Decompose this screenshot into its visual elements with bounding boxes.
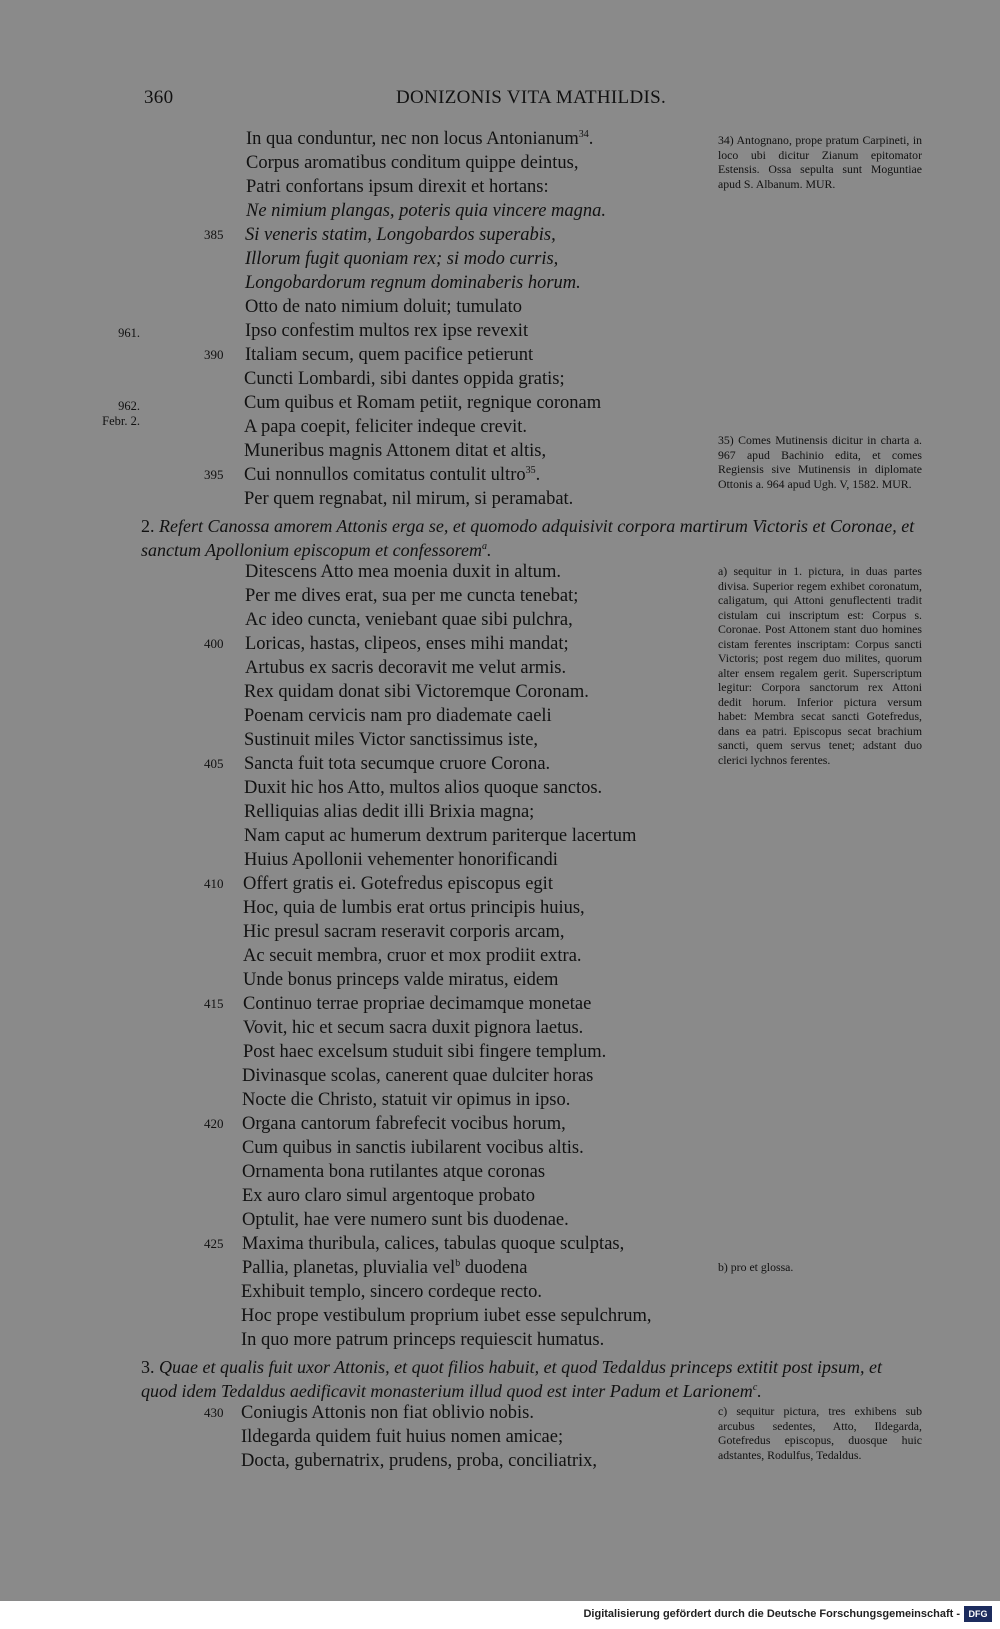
verse-line [245, 657, 566, 679]
verse-line [243, 921, 565, 943]
verse-tail: duodena [460, 1258, 528, 1278]
line-number: 410 [204, 876, 224, 891]
verse-line [245, 585, 578, 607]
running-title: DONIZONIS VITA MATHILDIS. [396, 87, 667, 108]
section-tail: . [757, 1381, 762, 1401]
note-marker: 35 [525, 464, 536, 476]
verse-text: Poenam cervicis nam pro diademate caeli [244, 706, 552, 726]
verse-line [243, 897, 585, 919]
verse-text: Rex quidam donat sibi Victoremque Coronam. [244, 682, 589, 702]
verse-line [245, 344, 533, 366]
verse-line [242, 1257, 528, 1279]
verse-text: Cui nonnullos comitatus contulit ultro [244, 465, 526, 485]
verse-line [246, 128, 593, 150]
verse-text: Hic presul sacram reseravit corporis arcam, [243, 922, 565, 942]
verse-line [244, 705, 552, 727]
verse-text: Docta, gubernatrix, prudens, proba, conciliatrix, [241, 1451, 598, 1471]
verse-text: Exhibuit templo, sincero cordeque recto. [241, 1282, 543, 1302]
margin-date: 962. [118, 399, 140, 413]
verse-line [243, 993, 591, 1015]
verse-line [245, 561, 561, 583]
line-number: 425 [204, 1236, 224, 1251]
margin-date: 961. [118, 326, 140, 340]
verse-text: Ex auro claro simul argentoque probato [242, 1186, 536, 1206]
verse-line [242, 1089, 570, 1111]
verse-text: Otto de nato nimium doluit; tumulato [245, 297, 522, 317]
verse-text: Ipso confestim multos rex ipse revexit [245, 321, 529, 341]
verse-text: Illorum fugit quoniam rex; si modo curris, [245, 249, 559, 269]
verse-text: Unde bonus princeps valde miratus, eidem [243, 970, 559, 990]
section-note-marker: c [752, 1382, 758, 1393]
verse-line [244, 753, 550, 775]
verse-line [242, 1065, 593, 1087]
verse-line [242, 1209, 569, 1231]
funding-credit: Digitalisierung gefördert durch die Deutsche Forschungsgemeinschaft - [583, 1608, 960, 1620]
verse-tail: . [588, 129, 594, 149]
verse-line [244, 368, 565, 390]
line-number: 395 [204, 467, 224, 482]
verse-text: Hoc prope vestibulum proprium iubet esse sepulchrum, [241, 1306, 652, 1326]
verse-line [241, 1305, 652, 1327]
verse-text: Corpus aromatibus conditum quippe deintus, [246, 153, 579, 173]
verse-line [243, 1017, 583, 1039]
footnote-b: b) pro et glossa. [718, 1260, 794, 1274]
verse-text: Post haec excelsum studuit sibi fingere templum. [243, 1042, 607, 1062]
verse-text: Ornamenta bona rutilantes atque coronas [242, 1162, 546, 1182]
verse-text: Artubus ex sacris decoravit me velut armis. [245, 658, 567, 678]
verse-line [242, 1113, 566, 1135]
line-number: 390 [204, 347, 224, 362]
verse-text: Per quem regnabat, nil mirum, si peramabat. [244, 489, 574, 509]
verse-text: Muneribus magnis Attonem ditat et altis, [244, 441, 547, 461]
verse-text: Nocte die Christo, statuit vir opimus in ipso. [242, 1090, 571, 1110]
page-number: 360 [144, 87, 174, 108]
verse-text: In qua conduntur, nec non locus Antonianum [246, 129, 579, 149]
verse-line [244, 488, 573, 510]
footnote-a: a) sequitur in 1. pictura, in duas partes divisa. Superior regem exhibet coronatum, caligatum, qui Attoni genuflectenti tradit cistulam cui inscriptum est: Corpus s. Coronae. Post Attonem stant duo homines cistam ferentes inscriptam: Corpus sancti Victoris; post regem duo milites, quorum alter ensem regalem gerit. Superscriptum legitur: Corpora sanctorum rex Attoni dedit horum. Inferior pictura versum habet: Membra secat sancti Gotefredus, dans ea patri. Episcopus secat brachium sancti, quem servus tenet; adstant duo clerici lychnos ferentes. [718, 564, 922, 767]
verse-line [241, 1450, 597, 1472]
verse-text: Huius Apollonii vehementer honorificandi [244, 850, 558, 870]
verse-line [242, 1137, 584, 1159]
verse-line [243, 969, 558, 991]
verse-text: Coniugis Attonis non fiat oblivio nobis. [241, 1403, 534, 1423]
line-number: 385 [204, 227, 224, 242]
verse-text: Ac ideo cuncta, veniebant quae sibi pulchra, [245, 610, 573, 630]
line-number: 420 [204, 1116, 224, 1131]
verse-line [244, 440, 546, 462]
verse-text: Pallia, planetas, pluvialia vel [242, 1258, 456, 1278]
verse-line [245, 272, 581, 294]
verse-line [243, 945, 582, 967]
verse-line [241, 1402, 534, 1424]
verse-text: Sancta fuit tota secumque cruore Corona. [244, 754, 551, 774]
verse-line [244, 392, 601, 414]
verse-line [246, 152, 578, 174]
verse-text: Cum quibus et Romam petiit, regnique coronam [244, 393, 602, 413]
verse-text: Cum quibus in sanctis iubilarent vocibus altis. [242, 1138, 584, 1158]
section-heading-3 [141, 1355, 921, 1403]
verse-line [245, 248, 558, 270]
verse-text: Duxit hic hos Atto, multos alios quoque sanctos. [244, 778, 603, 798]
note-marker: b [455, 1257, 461, 1269]
verse-line [245, 609, 573, 631]
verse-line [245, 296, 522, 318]
verse-text: Optulit, hae vere numero sunt bis duodenae. [242, 1210, 569, 1230]
verse-text: A papa coepit, feliciter indeque crevit. [244, 417, 528, 437]
verse-text: Ditescens Atto mea moenia duxit in altum. [245, 562, 561, 582]
verse-text: Longobardorum regnum dominaberis horum. [245, 273, 581, 293]
verse-line [244, 849, 558, 871]
footnote-35: 35) Comes Mutinensis dicitur in charta a. 967 apud Bachinio edita, et comes Regiensis sive Mutinensis in diplomate Ottonis a. 964 apud Ugh. V, 1582. MUR. [718, 433, 922, 491]
verse-text: Hoc, quia de lumbis erat ortus principis huius, [243, 898, 585, 918]
section-number: 2. [141, 516, 155, 536]
verse-line [241, 1329, 604, 1351]
verse-line [244, 777, 602, 799]
verse-line [241, 1426, 563, 1448]
dfg-logo: DFG [964, 1606, 992, 1622]
verse-line [244, 825, 636, 847]
verse-line [244, 681, 589, 703]
verse-text: Ne nimium plangas, poteris quia vincere magna. [246, 201, 607, 221]
footnote-34: 34) Antognano, prope pratum Carpineti, in loco ubi dicitur Zianum epitomator Estensis. Ossa sepulta sunt Moguntiae apud S. Albanum. MUR. [718, 133, 922, 191]
verse-text: Offert gratis ei. Gotefredus episcopus egit [243, 874, 553, 894]
line-number: 405 [204, 756, 224, 771]
verse-text: Patri confortans ipsum direxit et hortans: [246, 177, 549, 197]
verse-line [245, 633, 569, 655]
section-note-marker: a [481, 541, 487, 552]
verse-text: Nam caput ac humerum dextrum pariterque lacertum [244, 826, 637, 846]
verse-line [242, 1233, 624, 1255]
note-marker: 34 [578, 128, 589, 140]
verse-text: Divinasque scolas, canerent quae dulciter horas [242, 1066, 594, 1086]
verse-line [246, 200, 606, 222]
verse-text: Si veneris statim, Longobardos superabis, [245, 225, 556, 245]
verse-text: In quo more patrum princeps requiescit humatus. [241, 1330, 605, 1350]
verse-line [244, 729, 538, 751]
verse-text: Loricas, hastas, clipeos, enses mihi mandat; [245, 634, 569, 654]
verse-line [246, 176, 549, 198]
section-text: Quae et qualis fuit uxor Attonis, et quot filios habuit, et quod Tedaldus princeps extitit post ipsum, et quod idem Tedaldus aedificavit monasterium illud quod est inter Padum et Larionem [141, 1357, 882, 1401]
verse-text: Organa cantorum fabrefecit vocibus horum, [242, 1114, 566, 1134]
verse-line [241, 1281, 542, 1303]
verse-text: Sustinuit miles Victor sanctissimus iste, [244, 730, 539, 750]
footer-bar [0, 1601, 1000, 1629]
verse-line [243, 873, 553, 895]
verse-text: Relliquias alias dedit illi Brixia magna; [244, 802, 535, 822]
verse-line [244, 464, 540, 486]
line-number: 400 [204, 636, 224, 651]
verse-text: Ac secuit membra, cruor et mox prodiit extra. [243, 946, 582, 966]
section-text: Refert Canossa amorem Attonis erga se, et quomodo adquisivit corpora martirum Victoris et Coronae, et sanctum Apollonium episcopum et confessorem [141, 516, 915, 560]
verse-text: Continuo terrae propriae decimamque monetae [243, 994, 592, 1014]
footnote-c: c) sequitur pictura, tres exhibens sub arcubus sedentes, Atto, Ildegarda, Gotefredus episcopus, duosque huic adstantes, Rodulfus, Tedaldus. [718, 1404, 922, 1462]
verse-text: Maxima thuribula, calices, tabulas quoque sculptas, [242, 1234, 625, 1254]
verse-text: Ildegarda quidem fuit huius nomen amicae; [241, 1427, 564, 1447]
verse-line [244, 416, 527, 438]
section-number: 3. [141, 1357, 155, 1377]
verse-line [245, 224, 556, 246]
margin-date: Febr. 2. [102, 414, 140, 428]
verse-line [242, 1185, 535, 1207]
verse-line [245, 320, 528, 342]
line-number: 430 [204, 1405, 224, 1420]
verse-line [243, 1041, 606, 1063]
verse-text: Per me dives erat, sua per me cuncta tenebat; [245, 586, 579, 606]
section-heading-2 [141, 514, 921, 562]
verse-text: Italiam secum, quem pacifice petierunt [245, 345, 534, 365]
verse-text: Cuncti Lombardi, sibi dantes oppida gratis; [244, 369, 565, 389]
verse-line [244, 801, 534, 823]
verse-tail: . [535, 465, 541, 485]
line-number: 415 [204, 996, 224, 1011]
verse-text: Vovit, hic et secum sacra duxit pignora laetus. [243, 1018, 584, 1038]
section-tail: . [486, 540, 492, 560]
verse-line [242, 1161, 545, 1183]
